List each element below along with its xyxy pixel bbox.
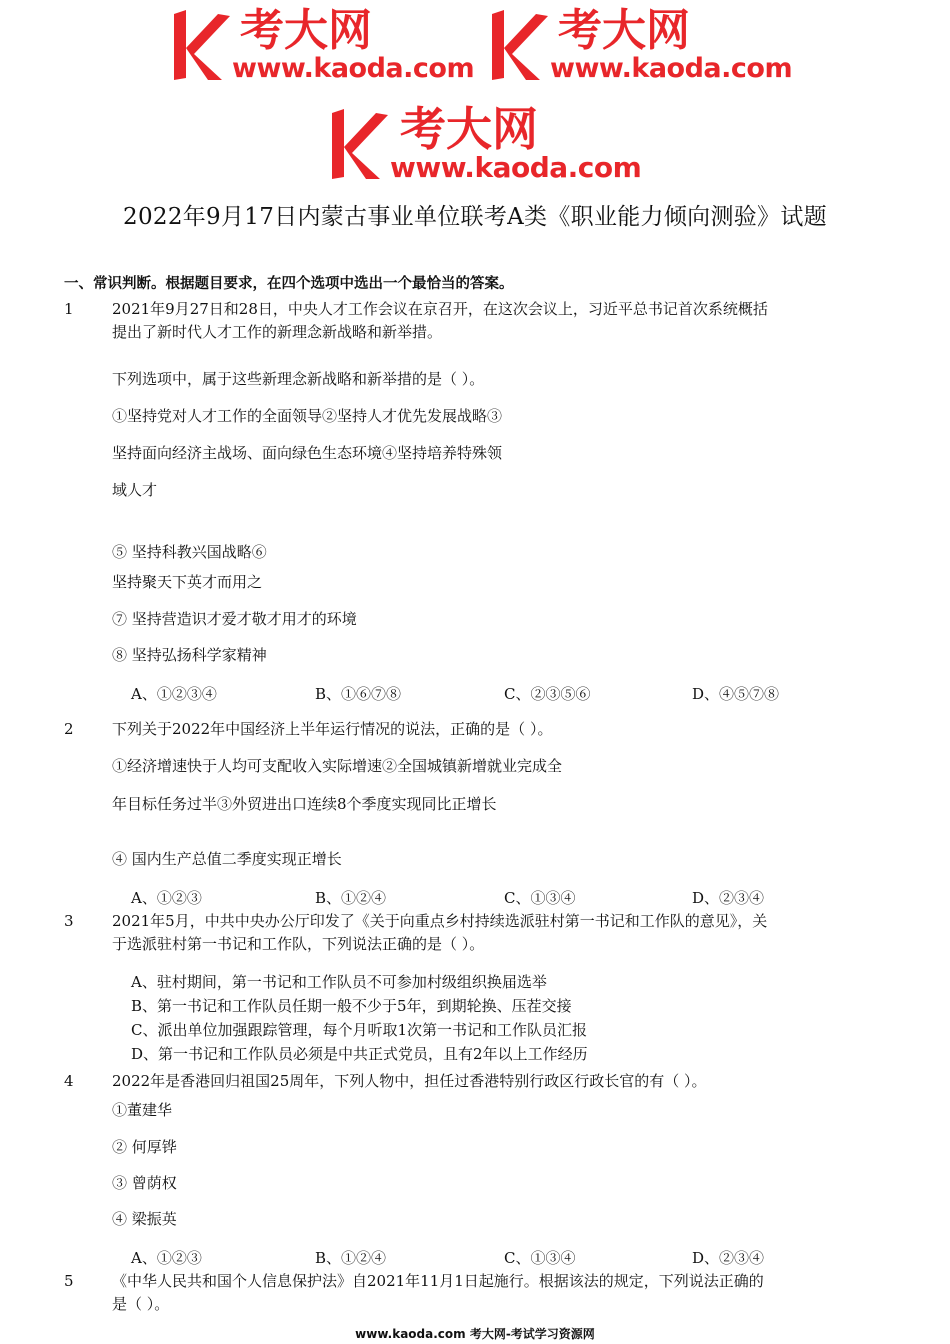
brand-url: www.kaoda.com (390, 151, 642, 184)
option-a[interactable]: A、①②③ (131, 1249, 202, 1267)
question-text: ③ 曾荫权 (112, 1174, 177, 1192)
k-logo-icon (490, 8, 550, 82)
brand-url: www.kaoda.com (550, 52, 793, 84)
question-text: ⑤ 坚持科教兴国战略⑥ (112, 543, 267, 561)
question-text: ⑧ 坚持弘扬科学家精神 (112, 646, 267, 664)
brand-logo-3 (330, 102, 642, 184)
k-logo-icon (330, 106, 390, 182)
question-text: 域人才 (112, 481, 158, 499)
option-d[interactable]: D、④⑤⑦⑧ (692, 685, 780, 703)
question-text: ①坚持党对人才工作的全面领导②坚持人才优先发展战略③ (112, 407, 503, 425)
question-text: 坚持聚天下英才而用之 (112, 573, 263, 591)
question-number: 5 (64, 1272, 74, 1290)
question-text: 《中华人民共和国个人信息保护法》自2021年11月1日起施行。根据该法的规定，下列说法正确的 (112, 1272, 764, 1290)
question-text: 2021年9月27日和28日，中央人才工作会议在京召开，在这次会议上，习近平总书记首次系统概括 (112, 300, 768, 318)
brand-logo-2 (490, 4, 793, 84)
question-number: 1 (64, 300, 74, 318)
option-a[interactable]: A、①②③ (131, 889, 202, 907)
option-c[interactable]: C、①③④ (504, 1249, 576, 1267)
section-heading: 一、常识判断。根据题目要求，在四个选项中选出一个最恰当的答案。 (64, 276, 514, 292)
brand-name: 考大网 (558, 4, 690, 56)
brand-logo-1 (172, 4, 475, 84)
question-number: 4 (64, 1072, 74, 1090)
option-b[interactable]: B、第一书记和工作队员任期一般不少于5年，到期轮换、压茬交接 (131, 997, 572, 1015)
question-text: ①董建华 (112, 1101, 173, 1119)
question-text: 2022年是香港回归祖国25周年，下列人物中，担任过香港特别行政区行政长官的有（ ）。 (112, 1072, 707, 1090)
question-text: 下列选项中，属于这些新理念新战略和新举措的是（ ）。 (112, 370, 485, 388)
option-b[interactable]: B、①②④ (315, 889, 387, 907)
question-text: ①经济增速快于人均可支配收入实际增速②全国城镇新增就业完成全 (112, 757, 563, 775)
question-text: 提出了新时代人才工作的新理念新战略和新举措。 (112, 323, 443, 341)
option-d[interactable]: D、②③④ (692, 1249, 765, 1267)
question-text: ④ 国内生产总值二季度实现正增长 (112, 850, 342, 868)
question-text: 于选派驻村第一书记和工作队，下列说法正确的是（ ）。 (112, 935, 485, 953)
k-logo-icon (172, 8, 232, 82)
brand-name: 考大网 (400, 102, 538, 156)
brand-url: www.kaoda.com (232, 52, 475, 84)
question-text: 坚持面向经济主战场、面向绿色生态环境④坚持培养特殊领 (112, 444, 503, 462)
option-d[interactable]: D、②③④ (692, 889, 765, 907)
question-text: ② 何厚铧 (112, 1138, 177, 1156)
option-a[interactable]: A、①②③④ (131, 685, 217, 703)
question-text: ⑦ 坚持营造识才爱才敬才用才的环境 (112, 610, 357, 628)
option-b[interactable]: B、①⑥⑦⑧ (315, 685, 402, 703)
question-number: 2 (64, 720, 74, 738)
brand-name: 考大网 (240, 4, 372, 56)
question-text: 下列关于2022年中国经济上半年运行情况的说法，正确的是（ ）。 (112, 720, 553, 738)
question-text: 是（ ）。 (112, 1295, 170, 1313)
question-text: ④ 梁振英 (112, 1210, 177, 1228)
option-c[interactable]: C、派出单位加强跟踪管理，每个月听取1次第一书记和工作队员汇报 (131, 1021, 588, 1039)
question-text: 2021年5月，中共中央办公厅印发了《关于向重点乡村持续选派驻村第一书记和工作队的意见》，关 (112, 912, 768, 930)
option-a[interactable]: A、驻村期间，第一书记和工作队员不可参加村级组织换届选举 (131, 973, 547, 991)
option-c[interactable]: C、①③④ (504, 889, 576, 907)
question-number: 3 (64, 912, 74, 930)
question-text: 年目标任务过半③外贸进出口连续8个季度实现同比正增长 (112, 795, 497, 813)
page-title: 2022年9月17日内蒙古事业单位联考A类《职业能力倾向测验》试题 (123, 204, 827, 230)
footer-text: www.kaoda.com 考大网-考试学习资源网 (355, 1327, 595, 1341)
option-b[interactable]: B、①②④ (315, 1249, 387, 1267)
option-c[interactable]: C、②③⑤⑥ (504, 685, 591, 703)
option-d[interactable]: D、第一书记和工作队员必须是中共正式党员，且有2年以上工作经历 (131, 1045, 588, 1063)
